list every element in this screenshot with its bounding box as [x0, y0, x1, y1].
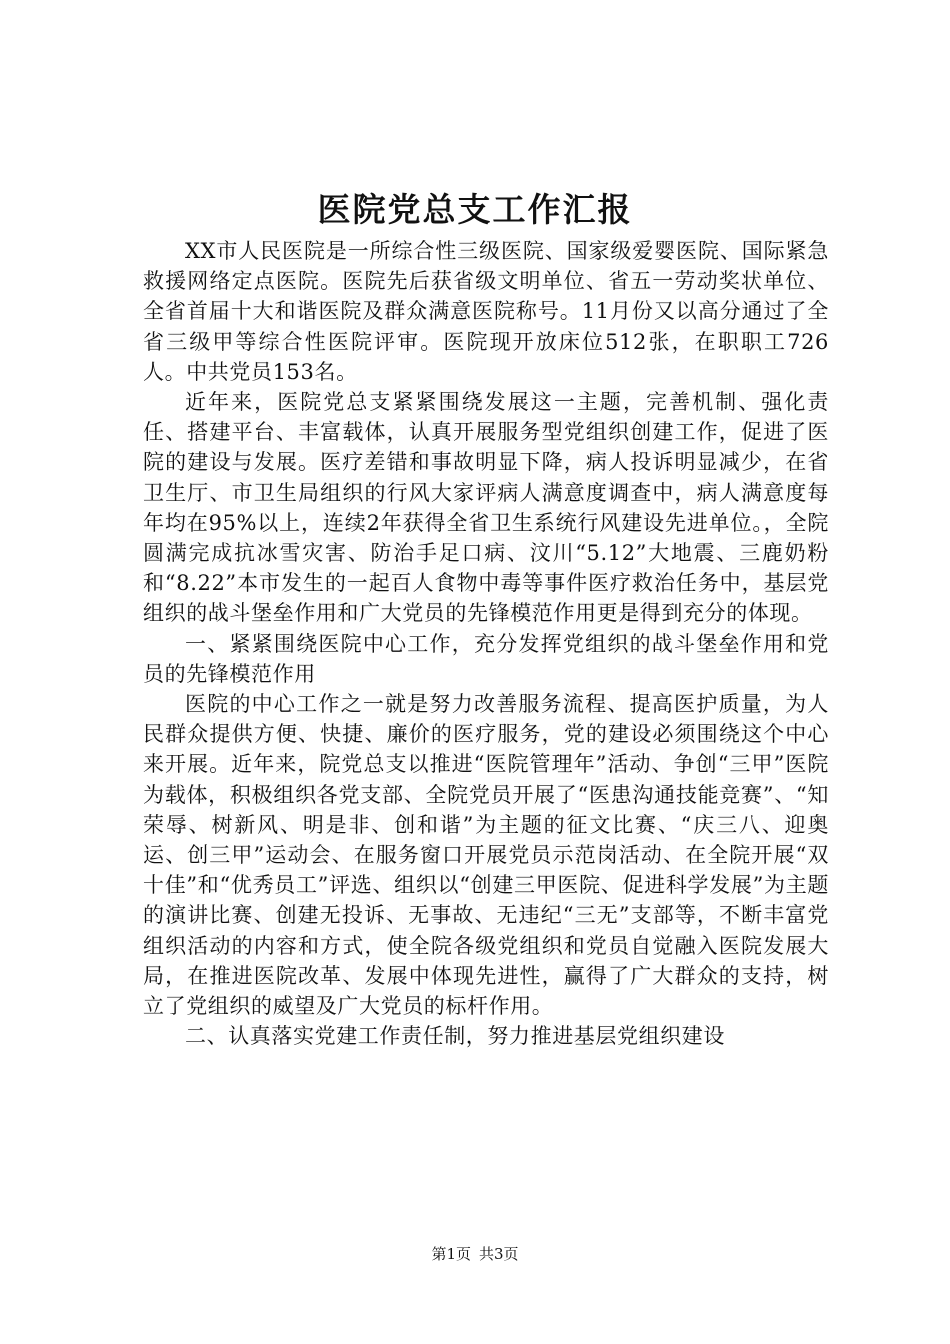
page-number: 第1页	[431, 1245, 471, 1263]
paragraph-central-work: 医院的中心工作之一就是努力改善服务流程、提高医护质量，为人民群众提供方便、快捷、廉价的医疗服务，党的建设必须围绕这个中心来开展。近年来，院党总支以推进“医院管理年”活动、争创“三甲”医院为载体，积极组织各党支部、全院党员开展了“医患沟通技能竞赛”、“知荣辱、树新风、明是非、创和谐”为主题的征文比赛、“庆三八、迎奥运、创三甲”运动会、在服务窗口开展党员示范岗活动、在全院开展“双十佳”和“优秀员工”评选、组织以“创建三甲医院、促进科学发展”为主题的演讲比赛、创建无投诉、无事故、无违纪“三无”支部等，不断丰富党组织活动的内容和方式，使全院各级党组织和党员自觉融入医院发展大局，在推进医院改革、发展中体现先进性，赢得了广大群众的支持，树立了党组织的威望及广大党员的标杆作用。	[143, 692, 829, 1019]
section-heading-2: 二、认真落实党建工作责任制，努力推进基层党组织建设	[185, 1024, 725, 1049]
page-footer	[0, 1244, 950, 1264]
document-body	[143, 236, 829, 1051]
paragraph-achievements: 近年来，医院党总支紧紧围绕发展这一主题，完善机制、强化责任、搭建平台、丰富载体，认真开展服务型党组织创建工作，促进了医院的建设与发展。医疗差错和事故明显下降，病人投诉明显减少，在省卫生厅、市卫生局组织的行风大家评病人满意度调查中，病人满意度每年均在95%以上，连续2年获得全省卫生系统行风建设先进单位。，全院圆满完成抗冰雪灾害、防治手足口病、汶川“5.12”大地震、三鹿奶粉和“8.22”本市发生的一起百人食物中毒等事件医疗救治任务中，基层党组织的战斗堡垒作用和广大党员的先锋模范作用更是得到充分的体现。	[143, 390, 829, 626]
document-title: 医院党总支工作汇报	[317, 190, 633, 229]
section-heading-1: 一、紧紧围绕医院中心工作，充分发挥党组织的战斗堡垒作用和党员的先锋模范作用	[143, 631, 829, 686]
paragraph-intro: XX市人民医院是一所综合性三级医院、国家级爱婴医院、国际紧急救援网络定点医院。医院先后获省级文明单位、省五一劳动奖状单位、全省首届十大和谐医院及群众满意医院称号。11月份又以高分通过了全省三级甲等综合性医院评审。医院现开放床位512张，在职职工726人。中共党员153名。	[143, 239, 829, 384]
page-total: 共3页	[479, 1245, 519, 1263]
